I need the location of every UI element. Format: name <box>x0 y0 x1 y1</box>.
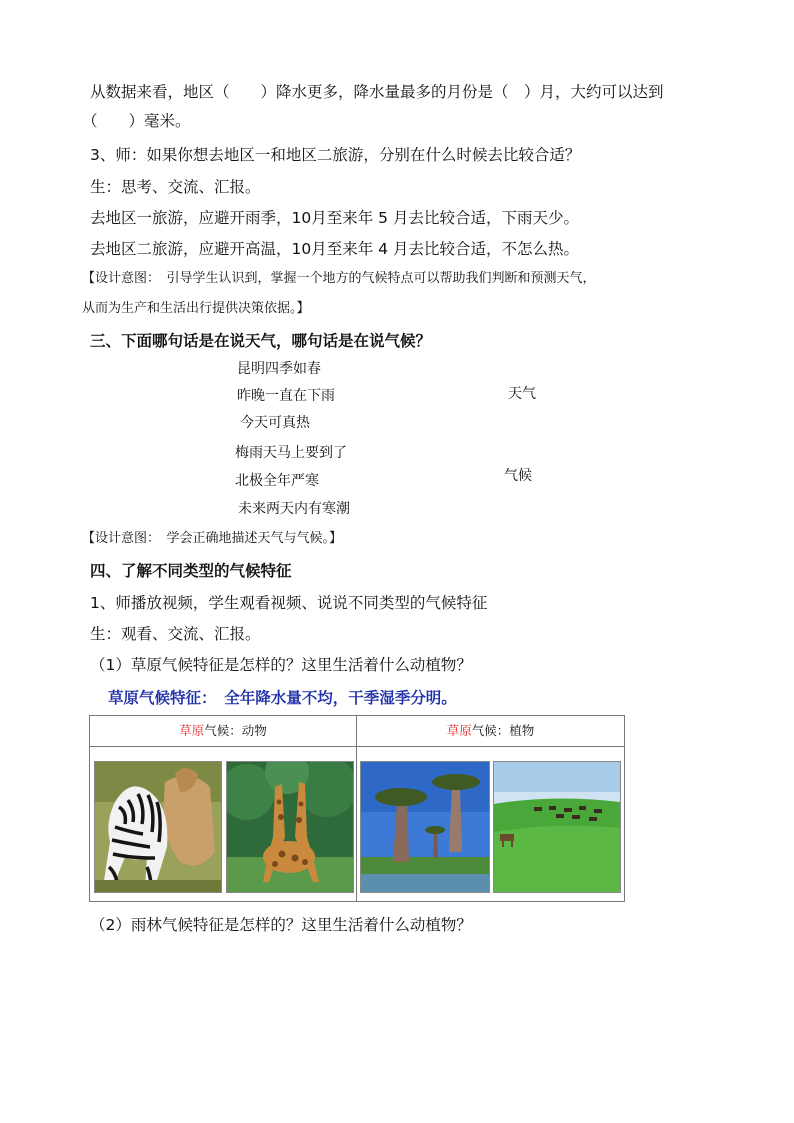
table-divider-h <box>90 746 624 747</box>
paragraph-5: 去地区二旅游，应避开高温，10月至来年 4 月去比较合适，不怎么热。 <box>90 240 579 258</box>
match-item-1: 昆明四季如春 <box>237 361 321 377</box>
paragraph-4: 去地区一旅游，应避开雨季，10月至来年 5 月去比较合适，下雨天少。 <box>90 209 579 227</box>
section-3-heading: 三、下面哪句话是在说天气，哪句话是在说气候？ <box>90 332 432 350</box>
grassland-cattle-photo <box>493 761 621 893</box>
design-intent-note-1 <box>82 268 722 320</box>
section-4-heading: 四、了解不同类型的气候特征 <box>90 562 292 580</box>
grassland-feature: 草原气候特征： 全年降水量不均，干季湿季分明。 <box>108 689 457 707</box>
section-4-paragraph-1: 1、师播放视频，学生观看视频、说说不同类型的气候特征 <box>90 594 488 612</box>
question-1: （1）草原气候特征是怎样的？这里生活着什么动植物？ <box>90 656 472 674</box>
category-weather: 天气 <box>508 386 536 402</box>
table-header-animals <box>90 716 356 746</box>
header-red-text: 草原 <box>179 723 205 738</box>
header-text: 气候：动物 <box>204 723 267 738</box>
note-line-2: 从而为生产和生活出行提供决策依据。】 <box>82 301 310 316</box>
category-climate: 气候 <box>504 468 532 484</box>
match-item-2: 昨晚一直在下雨 <box>237 388 335 404</box>
giraffes-photo <box>226 761 354 893</box>
design-intent-note-2: 【设计意图： 学会正确地描述天气与气候。】 <box>82 531 343 546</box>
match-item-5: 北极全年严寒 <box>235 473 319 489</box>
header-text: 气候：植物 <box>471 723 535 738</box>
section-4-paragraph-2: 生：观看、交流、汇报。 <box>90 625 261 643</box>
question-2: （2）雨林气候特征是怎样的？这里生活着什么动植物？ <box>90 916 472 934</box>
note-line-1: 【设计意图： 引导学生认识到，掌握一个地方的气候特点可以帮助我们判断和预测天气， <box>82 271 596 286</box>
table-header-plants <box>357 716 624 746</box>
header-red-text: 草原 <box>446 723 472 738</box>
zebra-lion-photo <box>94 761 222 893</box>
paragraph-2: 3、师：如果你想去地区一和地区二旅游，分别在什么时候去比较合适？ <box>90 146 581 164</box>
paragraph-3: 生：思考、交流、汇报。 <box>90 178 261 196</box>
paragraph-1-cont: （ ）毫米。 <box>82 112 191 130</box>
match-item-6: 未来两天内有寒潮 <box>238 501 350 517</box>
paragraph-1: 从数据来看，地区（ ）降水更多，降水量最多的月份是（ ）月，大约可以达到 <box>90 83 664 101</box>
baobab-trees-photo <box>360 761 490 893</box>
grassland-table <box>89 715 625 902</box>
match-item-3: 今天可真热 <box>240 415 310 431</box>
match-item-4: 梅雨天马上要到了 <box>235 445 347 461</box>
